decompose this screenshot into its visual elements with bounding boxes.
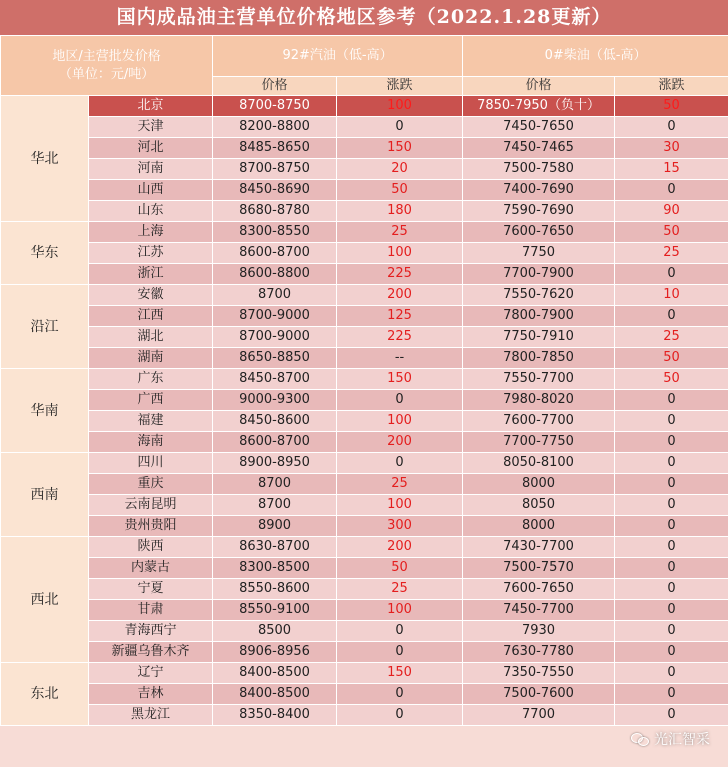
- diesel-price-cell: 7700: [463, 705, 615, 726]
- gasoline-price-header: 价格: [213, 77, 337, 96]
- gasoline-price-cell: 8650-8850: [213, 348, 337, 369]
- city-cell: 河北: [89, 138, 213, 159]
- city-cell: 云南昆明: [89, 495, 213, 516]
- table-row: [1, 117, 728, 138]
- gasoline-price-cell: 8350-8400: [213, 705, 337, 726]
- gasoline-change-cell: 0: [337, 705, 463, 726]
- table-row: [1, 285, 728, 306]
- diesel-price-cell: 7630-7780: [463, 642, 615, 663]
- diesel-price-cell: 7930: [463, 621, 615, 642]
- gasoline-change-cell: 0: [337, 117, 463, 138]
- diesel-price-cell: 7800-7850: [463, 348, 615, 369]
- city-cell: 河南: [89, 159, 213, 180]
- city-cell: 内蒙古: [89, 558, 213, 579]
- gasoline-price-cell: 8900-8950: [213, 453, 337, 474]
- region-cell: 华东: [1, 222, 89, 285]
- table-row: [1, 306, 728, 327]
- table-row: [1, 411, 728, 432]
- city-cell: 上海: [89, 222, 213, 243]
- watermark: [631, 729, 710, 749]
- table-row: [1, 180, 728, 201]
- table-row: [1, 348, 728, 369]
- diesel-change-cell: 0: [615, 264, 728, 285]
- diesel-price-cell: 7700-7900: [463, 264, 615, 285]
- diesel-change-cell: 50: [615, 222, 728, 243]
- table-row: [1, 159, 728, 180]
- table-row: [1, 432, 728, 453]
- table-row: [1, 264, 728, 285]
- diesel-change-cell: 25: [615, 327, 728, 348]
- gasoline-price-cell: 8700-8750: [213, 159, 337, 180]
- gasoline-price-cell: 9000-9300: [213, 390, 337, 411]
- city-cell: 江苏: [89, 243, 213, 264]
- city-cell: 湖北: [89, 327, 213, 348]
- wechat-icon: [631, 732, 649, 746]
- gasoline-change-cell: 100: [337, 411, 463, 432]
- region-header: [1, 36, 213, 96]
- gasoline-price-cell: 8700: [213, 285, 337, 306]
- gasoline-change-cell: 225: [337, 327, 463, 348]
- diesel-price-cell: 7450-7465: [463, 138, 615, 159]
- gasoline-change-cell: 180: [337, 201, 463, 222]
- diesel-change-cell: 0: [615, 453, 728, 474]
- diesel-price-cell: 7350-7550: [463, 663, 615, 684]
- table-row: [1, 579, 728, 600]
- diesel-change-cell: 0: [615, 663, 728, 684]
- diesel-price-cell: 8000: [463, 474, 615, 495]
- table-row: [1, 453, 728, 474]
- gasoline-price-cell: 8400-8500: [213, 684, 337, 705]
- table-row: [1, 243, 728, 264]
- diesel-change-cell: 0: [615, 432, 728, 453]
- gasoline-price-cell: 8680-8780: [213, 201, 337, 222]
- diesel-price-cell: 7550-7700: [463, 369, 615, 390]
- diesel-change-cell: 0: [615, 390, 728, 411]
- diesel-header: 0#柴油（低-高）: [463, 36, 728, 77]
- diesel-price-cell: 7600-7700: [463, 411, 615, 432]
- diesel-change-cell: 90: [615, 201, 728, 222]
- diesel-price-cell: 7450-7650: [463, 117, 615, 138]
- diesel-price-cell: 7500-7600: [463, 684, 615, 705]
- table-row: [1, 369, 728, 390]
- gasoline-price-cell: 8700: [213, 495, 337, 516]
- gasoline-change-cell: 125: [337, 306, 463, 327]
- diesel-change-cell: 0: [615, 558, 728, 579]
- table-row: [1, 138, 728, 159]
- diesel-change-cell: 30: [615, 138, 728, 159]
- diesel-price-cell: 7750-7910: [463, 327, 615, 348]
- city-cell: 甘肃: [89, 600, 213, 621]
- city-cell: 辽宁: [89, 663, 213, 684]
- gasoline-price-cell: 8500: [213, 621, 337, 642]
- diesel-change-cell: 0: [615, 684, 728, 705]
- gasoline-change-cell: 200: [337, 537, 463, 558]
- gasoline-change-cell: 100: [337, 600, 463, 621]
- region-header-label: 地区/主营批发价格: [52, 48, 161, 64]
- gasoline-price-cell: 8400-8500: [213, 663, 337, 684]
- gasoline-change-cell: 0: [337, 453, 463, 474]
- city-cell: 浙江: [89, 264, 213, 285]
- diesel-price-header: 价格: [463, 77, 615, 96]
- diesel-change-cell: 0: [615, 411, 728, 432]
- gasoline-change-cell: 25: [337, 579, 463, 600]
- table-row: [1, 684, 728, 705]
- city-cell: 吉林: [89, 684, 213, 705]
- table-row: [1, 600, 728, 621]
- city-cell: 福建: [89, 411, 213, 432]
- table-row: [1, 390, 728, 411]
- table-row: [1, 474, 728, 495]
- diesel-change-cell: 50: [615, 369, 728, 390]
- city-cell: 海南: [89, 432, 213, 453]
- diesel-price-cell: 7600-7650: [463, 579, 615, 600]
- diesel-change-cell: 0: [615, 495, 728, 516]
- city-cell: 江西: [89, 306, 213, 327]
- city-cell: 天津: [89, 117, 213, 138]
- watermark-label: 光汇智采: [654, 732, 710, 748]
- diesel-change-cell: 0: [615, 621, 728, 642]
- diesel-price-cell: 7700-7750: [463, 432, 615, 453]
- gasoline-price-cell: 8906-8956: [213, 642, 337, 663]
- city-cell: 陕西: [89, 537, 213, 558]
- diesel-change-cell: 0: [615, 642, 728, 663]
- diesel-change-cell: 0: [615, 180, 728, 201]
- gasoline-change-cell: 150: [337, 663, 463, 684]
- gasoline-change-cell: 20: [337, 159, 463, 180]
- diesel-change-cell: 10: [615, 285, 728, 306]
- gasoline-change-cell: 100: [337, 243, 463, 264]
- region-cell: 沿江: [1, 285, 89, 369]
- gasoline-change-cell: 225: [337, 264, 463, 285]
- diesel-change-cell: 15: [615, 159, 728, 180]
- diesel-price-cell: 7750: [463, 243, 615, 264]
- diesel-change-cell: 0: [615, 600, 728, 621]
- gasoline-change-cell: 0: [337, 621, 463, 642]
- region-cell: 华南: [1, 369, 89, 453]
- diesel-price-cell: 7600-7650: [463, 222, 615, 243]
- city-cell: 黑龙江: [89, 705, 213, 726]
- gasoline-price-cell: 8600-8700: [213, 243, 337, 264]
- table-row: [1, 96, 728, 117]
- gasoline-price-cell: 8485-8650: [213, 138, 337, 159]
- gasoline-price-cell: 8630-8700: [213, 537, 337, 558]
- gasoline-price-cell: 8300-8500: [213, 558, 337, 579]
- table-row: [1, 495, 728, 516]
- gasoline-price-cell: 8600-8700: [213, 432, 337, 453]
- city-cell: 安徽: [89, 285, 213, 306]
- diesel-change-cell: 25: [615, 243, 728, 264]
- diesel-change-cell: 0: [615, 537, 728, 558]
- gasoline-price-cell: 8450-8600: [213, 411, 337, 432]
- gasoline-change-cell: 25: [337, 222, 463, 243]
- diesel-price-cell: 7850-7950（负十）: [463, 96, 615, 117]
- gasoline-price-cell: 8700-9000: [213, 327, 337, 348]
- table-row: [1, 222, 728, 243]
- gasoline-price-cell: 8450-8690: [213, 180, 337, 201]
- table-row: [1, 663, 728, 684]
- diesel-price-cell: 7500-7570: [463, 558, 615, 579]
- gasoline-change-cell: 100: [337, 495, 463, 516]
- gasoline-change-cell: 0: [337, 642, 463, 663]
- diesel-change-cell: 0: [615, 516, 728, 537]
- page-title: 国内成品油主营单位价格地区参考（2022.1.28更新）: [0, 0, 728, 35]
- city-cell: 山东: [89, 201, 213, 222]
- diesel-price-cell: 7590-7690: [463, 201, 615, 222]
- gasoline-price-cell: 8300-8550: [213, 222, 337, 243]
- table-row: [1, 537, 728, 558]
- region-cell: 西北: [1, 537, 89, 663]
- diesel-price-cell: 7980-8020: [463, 390, 615, 411]
- city-cell: 宁夏: [89, 579, 213, 600]
- city-cell: 广西: [89, 390, 213, 411]
- table-row: [1, 516, 728, 537]
- diesel-price-cell: 8000: [463, 516, 615, 537]
- table-row: [1, 201, 728, 222]
- diesel-price-cell: 8050: [463, 495, 615, 516]
- gasoline-change-cell: 50: [337, 558, 463, 579]
- unit-label: （单位：元/吨）: [58, 66, 155, 82]
- gasoline-price-cell: 8700: [213, 474, 337, 495]
- diesel-price-cell: 7800-7900: [463, 306, 615, 327]
- gasoline-change-cell: 100: [337, 96, 463, 117]
- gasoline-change-cell: --: [337, 348, 463, 369]
- gasoline-change-cell: 150: [337, 369, 463, 390]
- gasoline-price-cell: 8700-9000: [213, 306, 337, 327]
- gasoline-price-cell: 8550-8600: [213, 579, 337, 600]
- city-cell: 重庆: [89, 474, 213, 495]
- city-cell: 广东: [89, 369, 213, 390]
- city-cell: 新疆乌鲁木齐: [89, 642, 213, 663]
- gasoline-change-cell: 25: [337, 474, 463, 495]
- price-table: [0, 35, 728, 726]
- city-cell: 青海西宁: [89, 621, 213, 642]
- table-row: [1, 558, 728, 579]
- city-cell: 贵州贵阳: [89, 516, 213, 537]
- gasoline-price-cell: 8700-8750: [213, 96, 337, 117]
- gasoline-change-header: 涨跌: [337, 77, 463, 96]
- city-cell: 山西: [89, 180, 213, 201]
- diesel-price-cell: 7450-7700: [463, 600, 615, 621]
- region-cell: 西南: [1, 453, 89, 537]
- gasoline-change-cell: 150: [337, 138, 463, 159]
- table-row: [1, 642, 728, 663]
- region-cell: 华北: [1, 96, 89, 222]
- diesel-change-header: 涨跌: [615, 77, 728, 96]
- table-row: [1, 705, 728, 726]
- diesel-change-cell: 0: [615, 117, 728, 138]
- gasoline-header: 92#汽油（低-高）: [213, 36, 463, 77]
- gasoline-change-cell: 200: [337, 285, 463, 306]
- diesel-change-cell: 0: [615, 705, 728, 726]
- diesel-change-cell: 0: [615, 474, 728, 495]
- gasoline-price-cell: 8900: [213, 516, 337, 537]
- city-cell: 四川: [89, 453, 213, 474]
- gasoline-change-cell: 0: [337, 684, 463, 705]
- gasoline-change-cell: 0: [337, 390, 463, 411]
- city-cell: 湖南: [89, 348, 213, 369]
- diesel-price-cell: 7500-7580: [463, 159, 615, 180]
- region-cell: 东北: [1, 663, 89, 726]
- diesel-price-cell: 7550-7620: [463, 285, 615, 306]
- city-cell: 北京: [89, 96, 213, 117]
- diesel-change-cell: 50: [615, 96, 728, 117]
- diesel-change-cell: 50: [615, 348, 728, 369]
- gasoline-price-cell: 8550-9100: [213, 600, 337, 621]
- table-row: [1, 327, 728, 348]
- diesel-change-cell: 0: [615, 579, 728, 600]
- gasoline-change-cell: 50: [337, 180, 463, 201]
- gasoline-price-cell: 8200-8800: [213, 117, 337, 138]
- diesel-price-cell: 8050-8100: [463, 453, 615, 474]
- gasoline-price-cell: 8450-8700: [213, 369, 337, 390]
- table-row: [1, 621, 728, 642]
- gasoline-price-cell: 8600-8800: [213, 264, 337, 285]
- gasoline-change-cell: 200: [337, 432, 463, 453]
- diesel-price-cell: 7400-7690: [463, 180, 615, 201]
- diesel-price-cell: 7430-7700: [463, 537, 615, 558]
- diesel-change-cell: 0: [615, 306, 728, 327]
- gasoline-change-cell: 300: [337, 516, 463, 537]
